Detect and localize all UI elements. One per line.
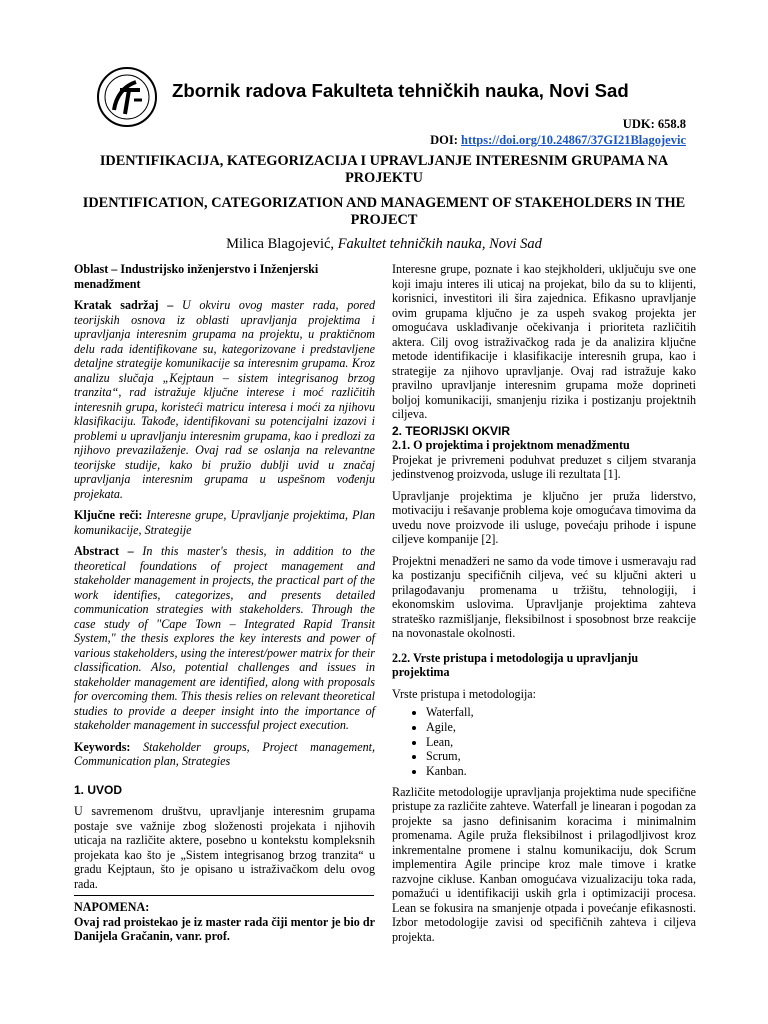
udk-doi-block: [430, 116, 686, 148]
author-name: Milica Blagojević,: [226, 236, 335, 252]
intro-paragraph: Interesne grupe, poznate i kao stejkholderi, uključuju sve one koji imaju interes ili uticaj na projekat, bilo da su to klijenti, korisnici, investitori ili šira zajednica. Efikasno upravljanje ovim grupama ključno je za uspeh svakog projekta jer omogućava usklađivanje očekivanja i prioriteta različitih aktera. Cilj ovog istraživačkog rada je da analizira ključne metode identifikacije i klasifikacije interesnih grupa, kao i strategije za njihovo upravljanje. Ovaj rad istražuje kako pravilno upravljanje interesnim grupama može doprineti boljoj komunikaciji, smanjenju rizika i postizanju projektnih ciljeva.: [392, 262, 696, 421]
udk-label: UDK:: [622, 117, 655, 131]
title-serbian: IDENTIFIKACIJA, KATEGORIZACIJA I UPRAVLJANJE INTERESNIM GRUPAMA NA PROJEKTU: [99, 153, 669, 186]
journal-title: Zbornik radova Fakulteta tehničkih nauka, Novi Sad: [172, 80, 629, 101]
keywords: [74, 740, 375, 769]
p22a: Vrste pristupa i metodologija:: [392, 686, 537, 701]
doi-link[interactable]: https://doi.org/10.24867/37GI21Blagojevic: [461, 133, 686, 147]
list-item: • Lean,: [426, 735, 696, 750]
sazetak-text: U okviru ovog master rada, pored teorijskih osnova iz oblasti upravljanja projektima i upravljanja interesnim grupama na projektu, u praktičnom delu rada identifikovane su, kategorizovane i predstavljene detaljne strategije komunikacije sa interesnim grupama. Kroz analizu slučaja „Kejptaun – sistem integrisanog brzog tranzita“, rad istražuje ključne interese i moć različitih interesnih grupa, koristeći matricu interesa i moći za njihovu klasifikaciju. Takođe, identifikovani su potencijalni izazovi i problemi u upravljanju interesnim grupama, kao i predlozi za njihovo prevazilaženje. Ovaj rad se oslanja na relevantne teorijske studije, kako bi pružio dublji uvid u značaj upravljanja interesnim grupama u uspešnom vođenju projekata.: [74, 298, 375, 501]
right-column: [392, 262, 696, 944]
uvod-heading: 1. UVOD: [74, 782, 123, 797]
oblast: Oblast – Industrijsko inženjerstvo i Inženjerski menadžment: [74, 262, 319, 291]
napomena-text: Ovaj rad proistekao je iz master rada čiji mentor je bio dr Danijela Gračanin, vanr. prof.: [74, 914, 375, 943]
doi-label: DOI:: [430, 133, 458, 147]
teorijski-heading: 2. TEORIJSKI OKVIR: [392, 423, 511, 438]
kljucne-text: Interesne grupe, Upravljanje projektima, Plan komunikacije, Strategije: [74, 508, 376, 537]
keywords-text: Stakeholder groups, Project management, Communication plan, Strategies: [74, 739, 375, 768]
left-column: [74, 262, 375, 944]
list-item: • Agile,: [426, 720, 696, 735]
keywords-label: Keywords:: [74, 739, 131, 754]
abstract-label: Abstract –: [74, 544, 134, 558]
uvod-text: U savremenom društvu, upravljanje interesnim grupama postaje sve važnije zbog složenosti projekata i njihovih uticaja na različite aktere, posebno u kontekstu kompleksnih projekata kao što je „Sistem integrisanog brzog tranzita“ u gradu Kejptaun, što je opisano u istraživačkom delu ovog rada.: [74, 804, 375, 891]
abstract: [74, 544, 375, 733]
kljucne-reci: [74, 508, 375, 537]
methods-list: [392, 705, 696, 779]
author-affiliation: Fakultet tehničkih nauka, Novi Sad: [337, 236, 542, 252]
abstract-text: In this master's thesis, in addition to the theoretical foundations of project management and stakeholder management in projects, the practical part of the work identifies, categorizes, and presents detailed communication strategies with stakeholders. Through the case study of "Cape Town – Integrated Rapid Transit System," the thesis explores the key interests and power of various stakeholders, using the interest/power matrix for their classification. Also, potential challenges and issues in stakeholder management are identified, along with proposals for overcoming them. This thesis relies on relevant theoretical studies to provide a deeper insight into the importance of stakeholder management in successful project execution.: [74, 544, 375, 732]
p21b: Upravljanje projektima je ključno jer pruža liderstvo, motivaciju i rešavanje problema koje omogućava timovima da uvedu nove proizvode ili usluge, povećaju prihode i ispune ciljeve kompanije [2].: [392, 488, 696, 546]
list-item: • Kanban.: [426, 764, 696, 779]
sazetak-label: Kratak sadržaj –: [74, 298, 174, 312]
footnote-separator: [74, 895, 374, 896]
kratak-sadrzaj: [74, 298, 375, 501]
p21a: Projekat je privremeni poduhvat preduzet s ciljem stvaranja jedinstvenog proizvoda, usluge ili rezultata [1].: [392, 452, 696, 481]
kljucne-label: Ključne reči:: [74, 508, 143, 522]
title-english: IDENTIFICATION, CATEGORIZATION AND MANAGEMENT OF STAKEHOLDERS IN THE PROJECT: [82, 195, 686, 228]
section-2-1-heading: 2.1. O projektima i projektnom menadžmentu: [392, 438, 630, 452]
list-item: • Waterfall,: [426, 705, 696, 720]
p21c: Projektni menadžeri ne samo da vode timove i usmeravaju rad ka postizanju specifičnih ciljeva, već su ključni akteri u prilagođavanju promenama u tržištu, tehnologiji, i ekonomskim uslovima. Upravljanje projektima zahteva strateško razmišljanje, fleksibilnost i sposobnost brze reakcije na novonastale okolnosti.: [392, 553, 696, 640]
list-item: • Scrum,: [426, 749, 696, 764]
author-line: [70, 236, 698, 253]
napomena-label: NAPOMENA:: [74, 900, 150, 914]
section-2-2-heading: 2.2. Vrste pristupa i metodologija u upravljanju projektima: [392, 650, 639, 679]
p22b: Različite metodologije upravljanja projektima nude specifične pristupe za različite zahteve. Waterfall je linearan i pogodan za projekte sa jasno definisanim koracima i minimalnim promenama. Agile pruža fleksibilnost i prilagodljivost kroz inkrementalne promene i stalnu komunikaciju, dok Scrum implementira Agile principe kroz male timove i kratke razvojne cikluse. Kanban omogućava vizualizaciju toka rada, pomažući u identifikaciji uskih grla i optimizaciji procesa. Lean se fokusira na smanjenje otpada i povećanje efikasnosti. Izbor metodologije zavisi od specifičnih zahteva i ciljeva projekta.: [392, 784, 696, 944]
faculty-logo-icon: [96, 66, 158, 128]
udk-value: 658.8: [657, 117, 686, 131]
